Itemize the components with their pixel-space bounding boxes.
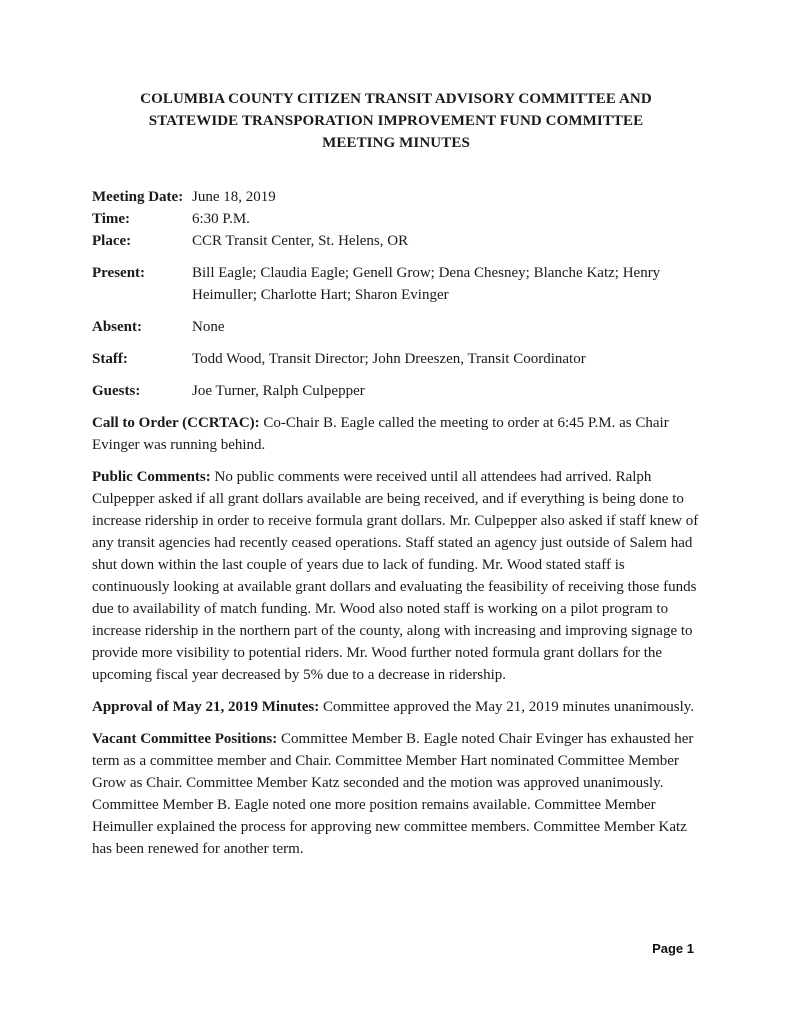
meta-row-staff [92, 348, 700, 370]
meta-row-absent [92, 316, 700, 338]
section-public-comments-body: No public comments were received until all attendees had arrived. Ralph Culpepper asked if all grant dollars available are being received, and if everything is being done to increase ridership in order to receive formula grant dollars. Mr. Culpepper also asked if staff knew of any transit agencies had recently ceased operations. Staff stated an agency just outside of Salem had shut down within the last couple of years due to lack of funding. Mr. Wood stated staff is continuously looking at available grant dollars and evaluating the feasibility of receiving those funds due to availability of match funding. Mr. Wood also noted staff is working on a pilot program to increase ridership in the northern part of the county, along with increasing and improving signage to provide more visibility to potential riders. Mr. Wood further noted formula grant dollars for the upcoming fiscal year decreased by 5% due to a decrease in ridership. [92, 469, 699, 683]
section-public-comments [92, 466, 700, 686]
section-vacant-positions [92, 728, 700, 860]
meta-value-meeting-date: June 18, 2019 [192, 189, 276, 205]
document-content [92, 88, 700, 860]
meta-value-guests: Joe Turner, Ralph Culpepper [192, 383, 365, 399]
meta-label-staff: Staff: [92, 351, 128, 367]
section-call-to-order [92, 412, 700, 456]
page-number: Page 1 [652, 941, 694, 956]
meta-label-meeting-date: Meeting Date: [92, 189, 184, 205]
section-call-to-order-body: Co-Chair B. Eagle called the meeting to order at 6:45 P.M. as Chair Evinger was running behind. [92, 415, 669, 453]
section-vacant-positions-body: Committee Member B. Eagle noted Chair Evinger has exhausted her term as a committee member and Chair. Committee Member Hart nominated Committee Member Grow as Chair. Committee Member Katz seconded and the motion was approved unanimously. Committee Member B. Eagle noted one more position remains available. Committee Member Heimuller explained the process for approving new committee members. Committee Member Katz has been renewed for another term. [92, 731, 694, 857]
meta-row-guests [92, 380, 700, 402]
meta-label-present: Present: [92, 265, 146, 281]
section-public-comments-heading: Public Comments: [92, 469, 211, 485]
meta-value-place: CCR Transit Center, St. Helens, OR [192, 233, 409, 249]
title-line-1: COLUMBIA COUNTY CITIZEN TRANSIT ADVISORY COMMITTEE AND [140, 91, 652, 107]
section-vacant-positions-heading: Vacant Committee Positions: [92, 731, 278, 747]
meta-row-present [92, 262, 700, 306]
meta-value-absent: None [192, 319, 225, 335]
meta-label-guests: Guests: [92, 383, 141, 399]
meta-row-meeting-date [92, 186, 700, 208]
meeting-meta [92, 186, 700, 402]
meta-value-staff: Todd Wood, Transit Director; John Dreeszen, Transit Coordinator [192, 351, 586, 367]
document-title [92, 88, 700, 154]
title-line-2: STATEWIDE TRANSPORATION IMPROVEMENT FUND COMMITTEE [148, 113, 644, 129]
section-call-to-order-heading: Call to Order (CCRTAC): [92, 415, 260, 431]
title-line-3: MEETING MINUTES [322, 135, 470, 151]
meta-label-time: Time: [92, 211, 131, 227]
meta-row-place [92, 230, 700, 252]
section-approval-of-minutes-body: Committee approved the May 21, 2019 minutes unanimously. [322, 699, 695, 715]
meta-row-time [92, 208, 700, 230]
meta-label-place: Place: [92, 233, 132, 249]
meta-value-time: 6:30 P.M. [192, 211, 250, 227]
section-approval-of-minutes-heading: Approval of May 21, 2019 Minutes: [92, 699, 320, 715]
section-approval-of-minutes [92, 696, 700, 718]
meta-value-present: Bill Eagle; Claudia Eagle; Genell Grow; Dena Chesney; Blanche Katz; Henry Heimuller; Charlotte Hart; Sharon Evinger [192, 265, 661, 303]
meta-label-absent: Absent: [92, 319, 143, 335]
